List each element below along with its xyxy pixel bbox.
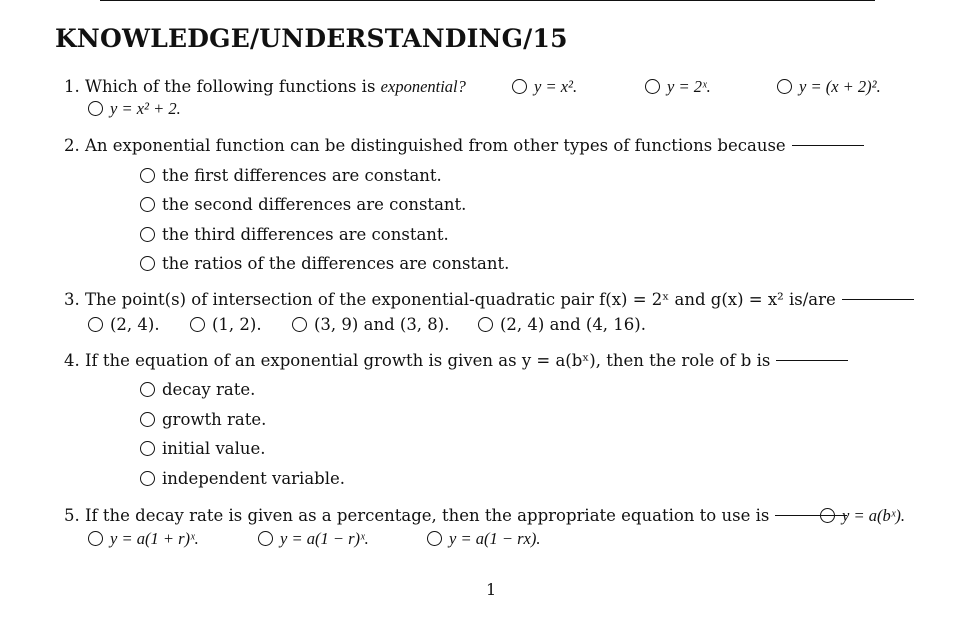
q5-option-c[interactable] — [258, 529, 369, 549]
q1-option-a-label: y = x². — [534, 77, 578, 96]
question-5-number: 5. — [64, 506, 80, 525]
q1-option-c-label: y = (x + 2)². — [799, 77, 881, 96]
radio-button[interactable] — [820, 508, 835, 523]
q2-option-d[interactable] — [140, 254, 509, 274]
q4-option-a-label: decay rate. — [162, 380, 256, 399]
q5-option-d-label: y = a(1 − rx). — [449, 529, 541, 548]
radio-button[interactable] — [777, 79, 792, 94]
q1-option-b-label: y = 2ˣ. — [667, 77, 711, 96]
radio-button[interactable] — [140, 256, 155, 271]
q3-option-a-label: (2, 4). — [110, 315, 160, 334]
q4-option-a[interactable] — [140, 380, 255, 400]
question-3 — [64, 290, 914, 310]
radio-button[interactable] — [88, 101, 103, 116]
q3-option-c[interactable] — [292, 315, 449, 335]
question-4-text: If the equation of an exponential growth is given as y = a(bˣ), then the role of b is — [85, 351, 771, 370]
q2-option-d-label: the ratios of the differences are constant. — [162, 254, 510, 273]
page-number: 1 — [486, 580, 497, 599]
radio-button[interactable] — [140, 227, 155, 242]
question-3-number: 3. — [64, 290, 80, 309]
question-1-emphasis: exponential? — [380, 77, 466, 96]
radio-button[interactable] — [88, 317, 103, 332]
page-title: KNOWLEDGE/UNDERSTANDING/15 — [55, 24, 568, 53]
q3-option-d[interactable] — [478, 315, 646, 335]
q2-option-c-label: the third differences are constant. — [162, 225, 449, 244]
q5-option-a-label: y = a(bˣ). — [842, 506, 905, 525]
question-1-text: Which of the following functions is — [85, 77, 376, 96]
q5-option-b[interactable] — [88, 529, 199, 549]
radio-button[interactable] — [140, 441, 155, 456]
q4-option-c[interactable] — [140, 439, 266, 459]
q3-option-b[interactable] — [190, 315, 262, 335]
q3-option-c-label: (3, 9) and (3, 8). — [314, 315, 450, 334]
answer-blank — [842, 299, 914, 300]
radio-button[interactable] — [88, 531, 103, 546]
radio-button[interactable] — [140, 382, 155, 397]
question-5 — [64, 506, 847, 526]
radio-button[interactable] — [478, 317, 493, 332]
q3-option-a[interactable] — [88, 315, 160, 335]
q1-option-b[interactable] — [645, 77, 711, 97]
radio-button[interactable] — [140, 197, 155, 212]
radio-button[interactable] — [140, 168, 155, 183]
question-1 — [64, 77, 466, 97]
q1-option-d-label: y = x² + 2. — [110, 99, 181, 118]
radio-button[interactable] — [645, 79, 660, 94]
q4-option-d-label: independent variable. — [162, 469, 346, 488]
radio-button[interactable] — [258, 531, 273, 546]
q4-option-b-label: growth rate. — [162, 410, 267, 429]
q3-option-d-label: (2, 4) and (4, 16). — [500, 315, 646, 334]
radio-button[interactable] — [512, 79, 527, 94]
q1-option-a[interactable] — [512, 77, 577, 97]
radio-button[interactable] — [190, 317, 205, 332]
q5-option-b-label: y = a(1 + r)ˣ. — [110, 529, 199, 548]
q5-option-d[interactable] — [427, 529, 540, 549]
q5-option-c-label: y = a(1 − r)ˣ. — [280, 529, 369, 548]
radio-button[interactable] — [140, 412, 155, 427]
q3-option-b-label: (1, 2). — [212, 315, 262, 334]
q2-option-b-label: the second differences are constant. — [162, 195, 467, 214]
radio-button[interactable] — [140, 471, 155, 486]
answer-blank — [792, 145, 864, 146]
question-3-text: The point(s) of intersection of the exponential-quadratic pair f(x) = 2ˣ and g(x) = x² is/are — [85, 290, 836, 309]
q2-option-a-label: the first differences are constant. — [162, 166, 442, 185]
q1-option-c[interactable] — [777, 77, 881, 97]
top-rule — [100, 0, 875, 1]
q2-option-a[interactable] — [140, 166, 442, 186]
question-5-text: If the decay rate is given as a percentage, then the appropriate equation to use is — [85, 506, 770, 525]
question-1-number: 1. — [64, 77, 80, 96]
q4-option-c-label: initial value. — [162, 439, 266, 458]
q2-option-b[interactable] — [140, 195, 466, 215]
q4-option-b[interactable] — [140, 410, 266, 430]
radio-button[interactable] — [427, 531, 442, 546]
q2-option-c[interactable] — [140, 225, 449, 245]
question-2 — [64, 136, 864, 156]
q5-option-a[interactable] — [820, 506, 905, 526]
radio-button[interactable] — [292, 317, 307, 332]
question-4-number: 4. — [64, 351, 80, 370]
question-4 — [64, 351, 848, 371]
q1-option-d[interactable] — [88, 99, 181, 119]
question-2-text: An exponential function can be distinguished from other types of functions because — [85, 136, 786, 155]
answer-blank — [776, 360, 848, 361]
q4-option-d[interactable] — [140, 469, 345, 489]
question-2-number: 2. — [64, 136, 80, 155]
